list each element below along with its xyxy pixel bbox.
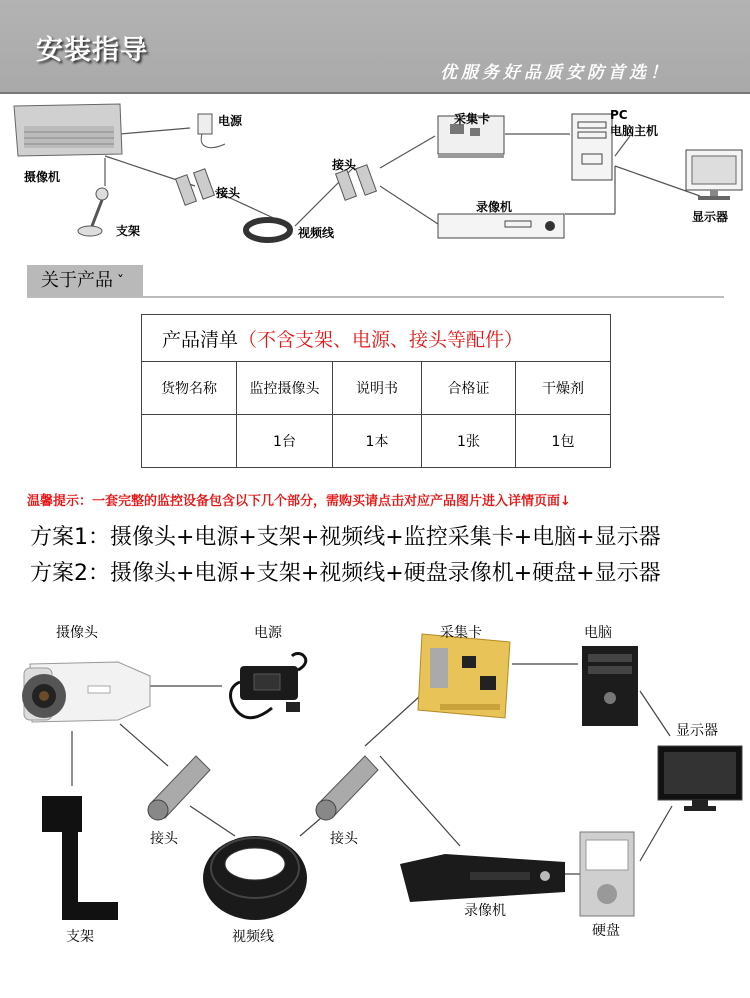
- recorder-icon: [400, 854, 565, 902]
- divider: [27, 296, 724, 298]
- label-recorder: 录像机: [476, 200, 513, 214]
- power-adapter-icon: [231, 654, 306, 718]
- about-product-tab: [27, 265, 143, 297]
- pc-tower-icon: [572, 114, 612, 180]
- label-cable: 视频线: [298, 226, 335, 240]
- hard-disk-icon: [580, 832, 634, 916]
- label-monitor: 显示器: [676, 723, 718, 739]
- stand-icon: [42, 796, 118, 920]
- cable-icon: [246, 220, 290, 240]
- label-pc-line1: PC: [610, 108, 628, 122]
- label-connector: 接头: [216, 186, 241, 200]
- table-row: [142, 415, 611, 468]
- plan-2: 方案2：摄像头+电源+支架+视频线+硬盘录像机+硬盘+显示器: [30, 561, 661, 586]
- label-capture-card: 采集卡: [454, 112, 491, 126]
- label-pc-line2: 电脑主机: [610, 124, 659, 138]
- label-hdd: 硬盘: [592, 923, 620, 939]
- about-product-label: 关于产品: [41, 270, 113, 291]
- label-monitor: 显示器: [692, 210, 729, 224]
- page-title: 安装指导: [36, 35, 148, 66]
- monitor-icon: [686, 150, 742, 200]
- monitor-icon: [658, 746, 742, 811]
- connector-icon: [176, 169, 215, 205]
- table-cell: 1本: [333, 415, 422, 468]
- label-connector-left: 接头: [150, 831, 178, 847]
- table-header-row: [142, 362, 611, 415]
- plan-1: 方案1：摄像头+电源+支架+视频线+监控采集卡+电脑+显示器: [30, 525, 661, 550]
- table-title: [142, 315, 611, 362]
- table-cell: 1台: [237, 415, 333, 468]
- table-header-cell: 监控摄像头: [237, 362, 333, 415]
- table-header-cell: 说明书: [333, 362, 422, 415]
- label-camera: 摄像头: [56, 625, 98, 641]
- camera-icon: [22, 662, 150, 722]
- table-cell: 1张: [422, 415, 516, 468]
- label-camera: 摄像机: [24, 170, 61, 184]
- table-title-note: （不含支架、电源、接头等配件）: [238, 328, 524, 351]
- stand-icon: [78, 188, 108, 236]
- tip-text: [27, 490, 571, 509]
- connector-icon: [148, 756, 210, 820]
- installation-diagram-top: [10, 96, 745, 249]
- label-computer: 电脑: [584, 625, 612, 641]
- table-header-cell: 干燥剂: [516, 362, 611, 415]
- label-connector-2: 接头: [332, 158, 357, 172]
- pc-tower-icon: [582, 646, 638, 726]
- table-header-cell: 合格证: [422, 362, 516, 415]
- connector-icon: [316, 756, 378, 820]
- recorder-icon: [438, 214, 564, 238]
- chevron-down-icon: ˇ: [117, 274, 124, 290]
- capture-card-icon: [418, 634, 510, 718]
- cable-icon: [203, 836, 307, 920]
- system-diagram: [0, 606, 750, 998]
- table-cell: [142, 415, 237, 468]
- camera-icon: [14, 104, 122, 156]
- arrow-down-icon: ↓: [560, 494, 571, 509]
- table-cell: 1包: [516, 415, 611, 468]
- tip-message: 温馨提示：一套完整的监控设备包含以下几个部分，需购买请点击对应产品图片进入详情页面: [27, 494, 561, 509]
- table-header-cell: 货物名称: [142, 362, 237, 415]
- label-connector-right: 接头: [330, 831, 358, 847]
- label-stand: 支架: [116, 224, 141, 238]
- label-power: 电源: [218, 114, 243, 128]
- label-stand: 支架: [66, 929, 94, 945]
- label-recorder: 录像机: [464, 903, 506, 919]
- label-capture-card: 采集卡: [440, 625, 482, 641]
- product-list-table: [141, 314, 611, 468]
- label-power: 电源: [254, 625, 282, 641]
- table-title-text: 产品清单: [162, 328, 239, 351]
- slogan: 优服务好品质安防首选！: [440, 63, 671, 83]
- label-cable: 视频线: [232, 929, 274, 945]
